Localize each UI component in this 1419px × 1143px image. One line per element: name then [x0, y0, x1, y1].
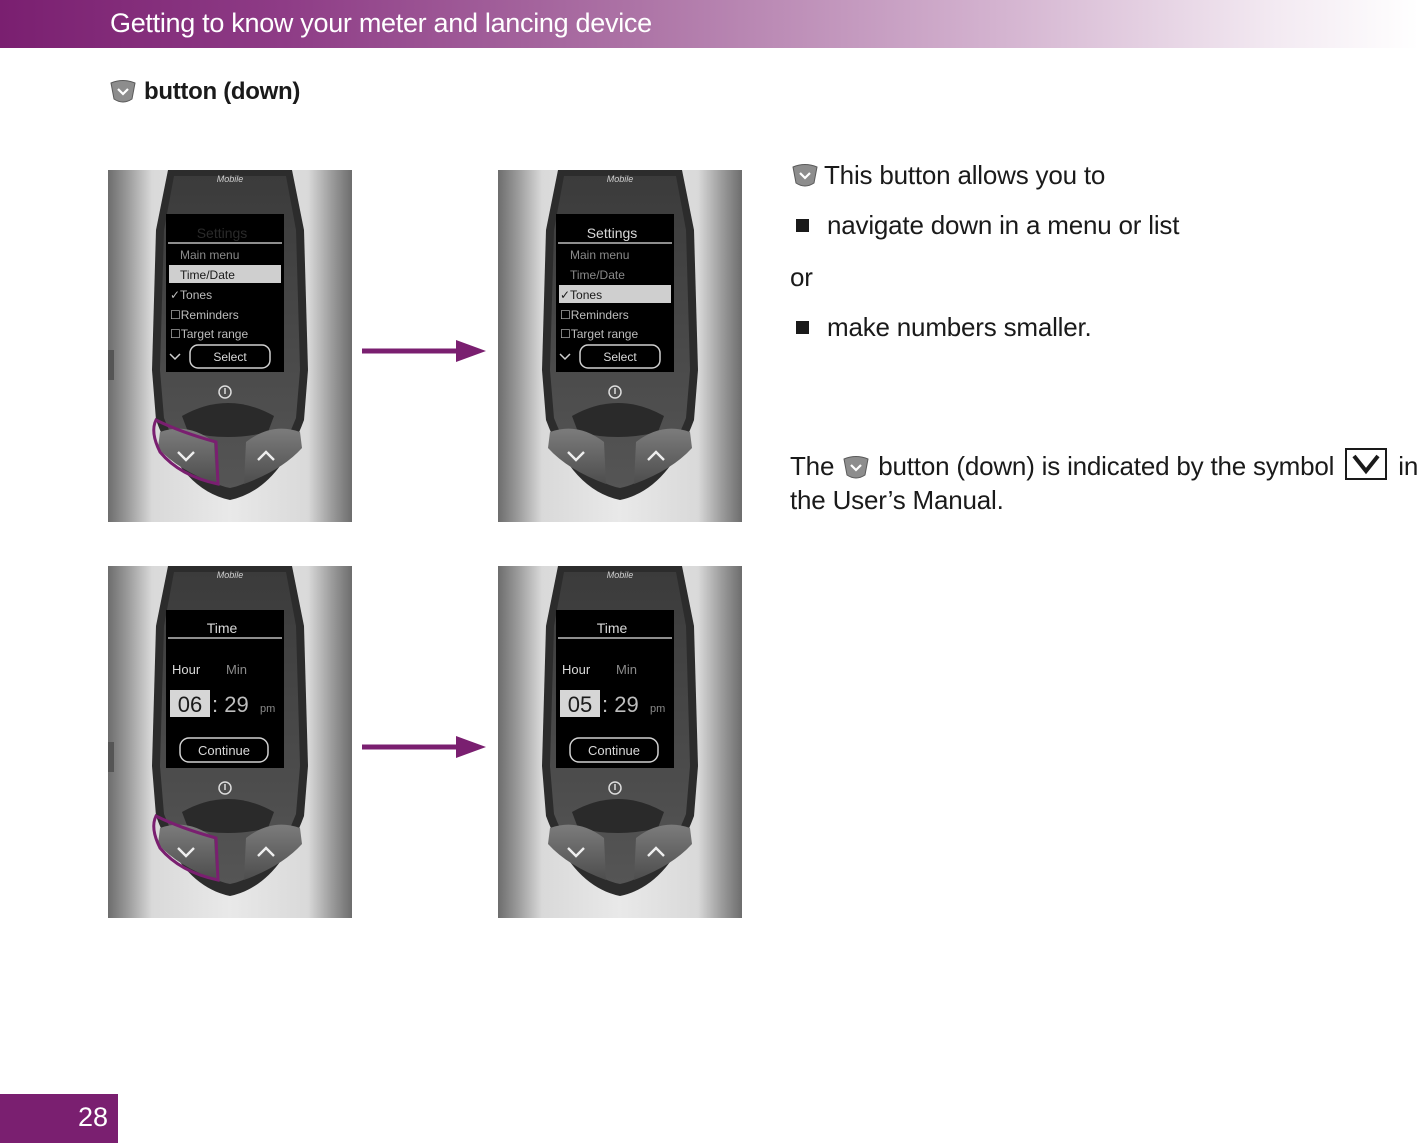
screen-action: Select: [603, 350, 637, 364]
menu-item: ☐Target range: [170, 327, 249, 341]
intro-text: This button allows you to: [824, 160, 1106, 190]
hour-label: Hour: [172, 662, 201, 677]
down-button-icon: [841, 455, 871, 481]
hour-value: 06: [177, 692, 203, 717]
page-header-title: Getting to know your meter and lancing device: [110, 8, 652, 38]
menu-item-selected: ✓Tones: [560, 288, 603, 302]
page-number-tab: [0, 1094, 118, 1143]
minute-value: : 29: [212, 692, 249, 717]
menu-item: ✓Tones: [170, 288, 213, 302]
menu-item: ☐Reminders: [170, 308, 239, 322]
meter-time-before: [108, 566, 352, 918]
ampm-indicator: pm: [260, 703, 276, 715]
page-number: 28: [77, 1102, 108, 1132]
meter-brand: Mobile: [216, 570, 244, 580]
menu-item: ☐Target range: [560, 327, 639, 341]
header-bar: [0, 0, 1419, 48]
screen-action: Select: [213, 350, 247, 364]
down-button-icon: [790, 163, 820, 189]
meter-settings-after: [498, 170, 742, 522]
meter-settings-before: [108, 170, 352, 522]
right-arrow-icon: [362, 734, 488, 760]
menu-item: Main menu: [570, 248, 630, 262]
symbol-note: [790, 448, 1419, 517]
menu-item: ☐Reminders: [560, 308, 629, 322]
list-item: [790, 312, 1092, 343]
min-label: Min: [226, 662, 247, 677]
menu-item: Main menu: [180, 248, 240, 262]
down-button-icon: [108, 79, 138, 105]
bullet-square-icon: [796, 219, 809, 232]
screen-title: Settings: [586, 225, 638, 241]
bullet-text: navigate down in a menu or list: [827, 210, 1180, 240]
down-symbol-icon: [1345, 448, 1387, 480]
bullet-text: make numbers smaller.: [827, 312, 1092, 342]
note-middle: button (down) is indicated by the symbol: [878, 451, 1335, 481]
hour-label: Hour: [562, 662, 591, 677]
meter-brand: Mobile: [606, 570, 634, 580]
minute-value: : 29: [602, 692, 639, 717]
ampm-indicator: pm: [650, 703, 666, 715]
note-suffix: in the User’s Manual.: [790, 451, 1419, 515]
or-text: or: [790, 262, 813, 292]
note-prefix: The: [790, 451, 835, 481]
screen-action: Continue: [197, 743, 251, 758]
hour-value: 05: [567, 692, 593, 717]
screen-title: Time: [596, 620, 628, 636]
min-label: Min: [616, 662, 637, 677]
screen-action: Continue: [587, 743, 641, 758]
menu-item-selected: Time/Date: [180, 268, 235, 282]
meter-brand: Mobile: [216, 174, 244, 184]
description-intro: [790, 160, 1105, 191]
section-heading-text: button (down): [144, 78, 301, 105]
meter-brand: Mobile: [606, 174, 634, 184]
screen-title: Settings: [196, 225, 248, 241]
list-item: [790, 210, 1179, 241]
meter-time-after: [498, 566, 742, 918]
bullet-square-icon: [796, 321, 809, 334]
section-heading: [108, 78, 300, 106]
screen-title: Time: [206, 620, 238, 636]
menu-item: Time/Date: [570, 268, 625, 282]
right-arrow-icon: [362, 338, 488, 364]
